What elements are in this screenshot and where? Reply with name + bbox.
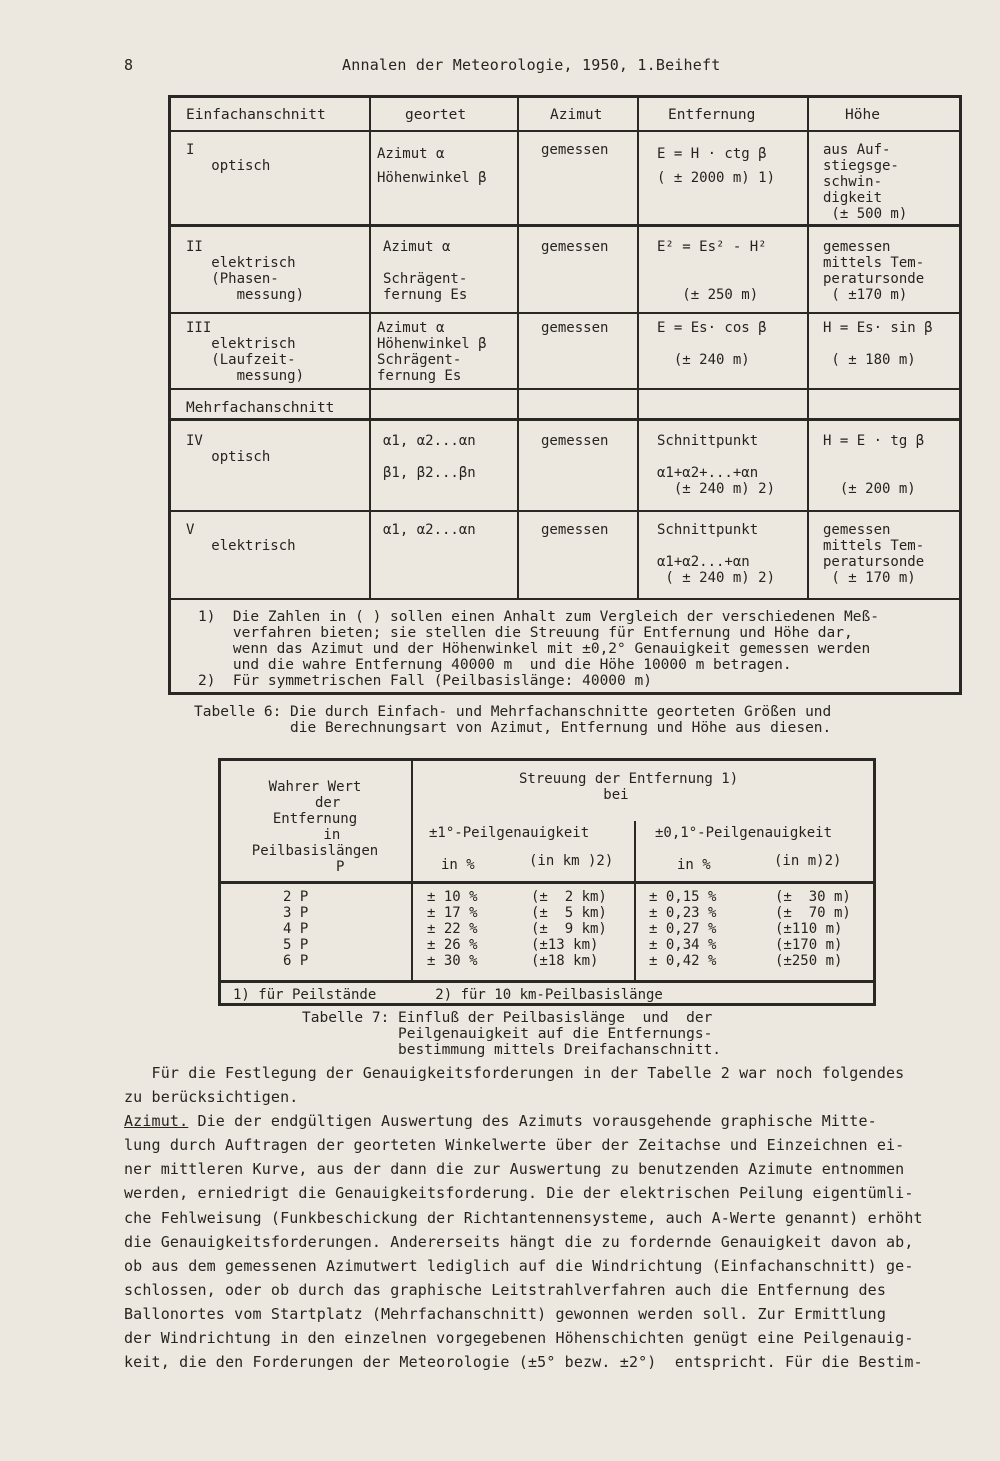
- table-row: ± 0,42 %: [649, 953, 717, 969]
- table6-row5-geortet: α1, α2...αn: [383, 522, 476, 538]
- table6-row1-azimut: gemessen: [541, 142, 609, 158]
- table-row: (±18 km): [531, 953, 599, 969]
- table-row: (± 70 m): [775, 905, 851, 921]
- table-row: (±250 m): [775, 953, 843, 969]
- table6-row3-entfernung: E = Es· cos β (± 240 m): [657, 320, 767, 368]
- body-line: keit, die den Forderungen der Meteorologie (±5° bezw. ±2°) entspricht. Für die Bestim-: [124, 1353, 923, 1371]
- table-row: 4 P: [283, 921, 309, 937]
- table7-unit-km: (in km )2): [529, 853, 614, 869]
- table6-row2-entfernung: E² = Es² - H² (± 250 m): [657, 239, 767, 303]
- table6-caption: Tabelle 6: Die durch Einfach- und Mehrfachanschnitte georteten Größen und die Berechnungsart von Azimut, Entfernung und Höhe aus diesen.: [194, 704, 832, 736]
- table6-row4-method: IV optisch: [186, 433, 271, 465]
- table-7: [218, 758, 876, 1006]
- table6-row4-hoehe: H = E · tg β (± 200 m): [823, 433, 925, 497]
- body-line-rest: Die der endgültigen Auswertung des Azimuts vorausgehende graphische Mitte-: [188, 1112, 877, 1130]
- table6-row1-entfernung: E = H · ctg β ( ± 2000 m) 1): [657, 146, 776, 186]
- table6-footnotes: 1) Die Zahlen in ( ) sollen einen Anhalt zum Vergleich der verschiedenen Meß- verfahren bieten; sie stellen die Streuung für Entfernung und Höhe dar, wenn das Azimut und der Höhenwinkel mit ±0,2° Genauigkeit gemessen werden und die wahre Entfernung 40000 m und die Höhe 10000 m betragen. 2) Für symmetrischen Fall (Peilbasislänge: 40000 m): [198, 609, 879, 689]
- table6-row1-method: I optisch: [186, 142, 271, 174]
- table6-row4-azimut: gemessen: [541, 433, 609, 449]
- page-number: 8: [124, 56, 134, 74]
- table6-multi-label: Mehrfachanschnitt: [186, 400, 335, 416]
- table7-unit-pct-1: in %: [441, 857, 475, 873]
- table7-unit-pct-2: in %: [677, 857, 711, 873]
- table-row: 2 P: [283, 889, 309, 905]
- body-line: ner mittleren Kurve, aus der dann die zur Auswertung zu benutzenden Azimute entnommen: [124, 1160, 905, 1178]
- table-row: (± 5 km): [531, 905, 607, 921]
- body-line: Ballonortes vom Startplatz (Mehrfachanschnitt) gewonnen werden soll. Zur Ermittlung: [124, 1305, 887, 1323]
- body-line: lung durch Auftragen der georteten Winkelwerte über der Zeitachse und Einzeichnen ei-: [124, 1136, 905, 1154]
- table6-row1-hoehe: aus Auf- stiegsge- schwin- digkeit (± 500 m): [823, 142, 908, 222]
- body-line: werden, erniedrigt die Genauigkeitsforderung. Die der elektrischen Peilung eigentümli-: [124, 1184, 914, 1202]
- table-row: 3 P: [283, 905, 309, 921]
- table7-caption: Tabelle 7: Einfluß der Peilbasislänge und der Peilgenauigkeit auf die Entfernungs- bestimmung mittels Dreifachanschnitt.: [302, 1010, 722, 1058]
- table-row: ± 26 %: [427, 937, 478, 953]
- table6-row2-hoehe: gemessen mittels Tem- peratursonde ( ±170 m): [823, 239, 925, 303]
- table-6: [168, 95, 962, 695]
- table-row: ± 17 %: [427, 905, 478, 921]
- table7-unit-m: (in m)2): [774, 853, 842, 869]
- table-row: (±170 m): [775, 937, 843, 953]
- table-row: (± 9 km): [531, 921, 607, 937]
- table6-row5-azimut: gemessen: [541, 522, 609, 538]
- table7-sub-header-2: ±0,1°-Peilgenauigkeit: [655, 825, 833, 841]
- table6-header-hoehe: Höhe: [845, 107, 880, 123]
- table-row: ± 22 %: [427, 921, 478, 937]
- table6-header-geortet: geortet: [405, 107, 467, 123]
- body-line: che Fehlweisung (Funkbeschickung der Richtantennensysteme, auch A-Werte genannt) erhöht: [124, 1209, 923, 1227]
- table6-row3-hoehe: H = Es· sin β ( ± 180 m): [823, 320, 933, 368]
- table7-group-header: Streuung der Entfernung 1) bei: [519, 771, 739, 803]
- table-row: (±13 km): [531, 937, 599, 953]
- table6-row3-azimut: gemessen: [541, 320, 609, 336]
- table7-col1-header: Wahrer Wert der Entfernung in Peilbasislängen P: [251, 779, 379, 875]
- table-row: ± 30 %: [427, 953, 478, 969]
- table-row: ± 0,27 %: [649, 921, 717, 937]
- table-row: 5 P: [283, 937, 309, 953]
- table-row: ± 0,34 %: [649, 937, 717, 953]
- body-line: Für die Festlegung der Genauigkeitsforderungen in der Tabelle 2 war noch folgendes: [124, 1064, 905, 1082]
- table7-footnote: 1) für Peilstände 2) für 10 km-Peilbasislänge: [233, 987, 663, 1003]
- table6-row5-entfernung: Schnittpunkt α1+α2...+αn ( ± 240 m) 2): [657, 522, 776, 586]
- table6-row2-azimut: gemessen: [541, 239, 609, 255]
- table-row: ± 0,23 %: [649, 905, 717, 921]
- table6-row4-entfernung: Schnittpunkt α1+α2+...+αn (± 240 m) 2): [657, 433, 776, 497]
- table-row: ± 0,15 %: [649, 889, 717, 905]
- table-row: ± 10 %: [427, 889, 478, 905]
- azimut-heading: Azimut.: [124, 1112, 189, 1130]
- body-line: ob aus dem gemessenen Azimutwert lediglich auf die Windrichtung (Einfachanschnitt) ge-: [124, 1257, 914, 1275]
- table6-header-entfernung: Entfernung: [668, 107, 756, 123]
- table6-header-method: Einfachanschnitt: [186, 107, 326, 123]
- table-row: 6 P: [283, 953, 309, 969]
- table6-row2-geortet: Azimut α Schrägent- fernung Es: [383, 239, 468, 303]
- body-line: der Windrichtung in den einzelnen vorgegebenen Höhenschichten genügt eine Peilgenauig-: [124, 1329, 914, 1347]
- table-row: (±110 m): [775, 921, 843, 937]
- table-row: (± 30 m): [775, 889, 851, 905]
- table6-row1-geortet: Azimut α Höhenwinkel β: [377, 146, 487, 186]
- running-head: Annalen der Meteorologie, 1950, 1.Beiheft: [342, 56, 721, 74]
- table6-header-azimut: Azimut: [550, 107, 603, 123]
- body-line: [124, 1112, 877, 1130]
- body-line: schlossen, oder ob durch das graphische Leitstrahlverfahren auch die Entfernung des: [124, 1281, 887, 1299]
- table6-row5-method: V elektrisch: [186, 522, 296, 554]
- table6-row3-geortet: Azimut α Höhenwinkel β Schrägent- fernung Es: [377, 320, 487, 384]
- body-line: die Genauigkeitsforderungen. Andererseits hängt die zu fordernde Genauigkeit davon ab,: [124, 1233, 914, 1251]
- table6-row3-method: III elektrisch (Laufzeit- messung): [186, 320, 305, 384]
- table6-row4-geortet: α1, α2...αn β1, β2...βn: [383, 433, 476, 481]
- table6-row2-method: II elektrisch (Phasen- messung): [186, 239, 305, 303]
- table7-sub-header-1: ±1°-Peilgenauigkeit: [429, 825, 590, 841]
- table6-row5-hoehe: gemessen mittels Tem- peratursonde ( ± 170 m): [823, 522, 925, 586]
- table-row: (± 2 km): [531, 889, 607, 905]
- body-line: zu berücksichtigen.: [124, 1088, 299, 1106]
